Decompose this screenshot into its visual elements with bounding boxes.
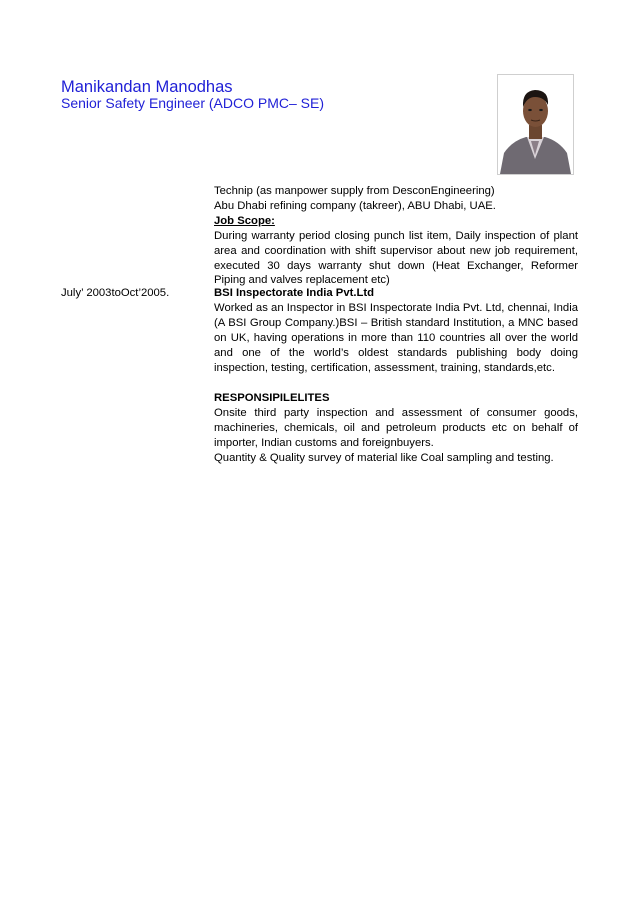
bsi-section xyxy=(214,286,578,375)
bsi-company: BSI Inspectorate India Pvt.Ltd xyxy=(214,287,375,299)
responsibilities-heading: RESPONSIPILELITES xyxy=(214,392,330,404)
person-photo-icon xyxy=(498,75,573,174)
profile-photo xyxy=(497,74,574,175)
responsibilities-text-2: Quantity & Quality survey of material like Coal sampling and testing. xyxy=(214,451,554,464)
technip-line2: Abu Dhabi refining company (takreer), ABU Dhabi, UAE. xyxy=(214,199,496,212)
job-scope-text: During warranty period closing punch list item, Daily inspection of plant area and coordination with shift supervisor about new job requirement, executed 30 days warranty shut down (Heat Exchanger, Reformer Piping and valves replacement etc) xyxy=(214,229,578,287)
candidate-name: Manikandan Manodhas xyxy=(61,78,233,96)
candidate-title: Senior Safety Engineer (ADCO PMC– SE) xyxy=(61,95,324,111)
bsi-description: Worked as an Inspector in BSI Inspectorate India Pvt. Ltd, chennai, India (A BSI Group Company.)BSI – British standard Institution, a MNC based on UK, having operations in more than 110 countries all over the world and one of the world’s oldest standards publishing body doing inspection, testing, certification, assessment, training, standards,etc. xyxy=(214,301,578,374)
responsibilities-text-1: Onsite third party inspection and assessment of consumer goods, machineries, chemicals, oil and petroleum products etc on behalf of importer, Indian customs and foreignbuyers. xyxy=(214,406,578,449)
technip-section xyxy=(214,184,578,288)
responsibilities-section xyxy=(214,391,578,466)
technip-line1: Technip (as manpower supply from DesconEngineering) xyxy=(214,185,495,197)
bsi-date: July’ 2003toOct’2005. xyxy=(61,287,170,299)
job-scope-heading: Job Scope: xyxy=(214,214,275,227)
